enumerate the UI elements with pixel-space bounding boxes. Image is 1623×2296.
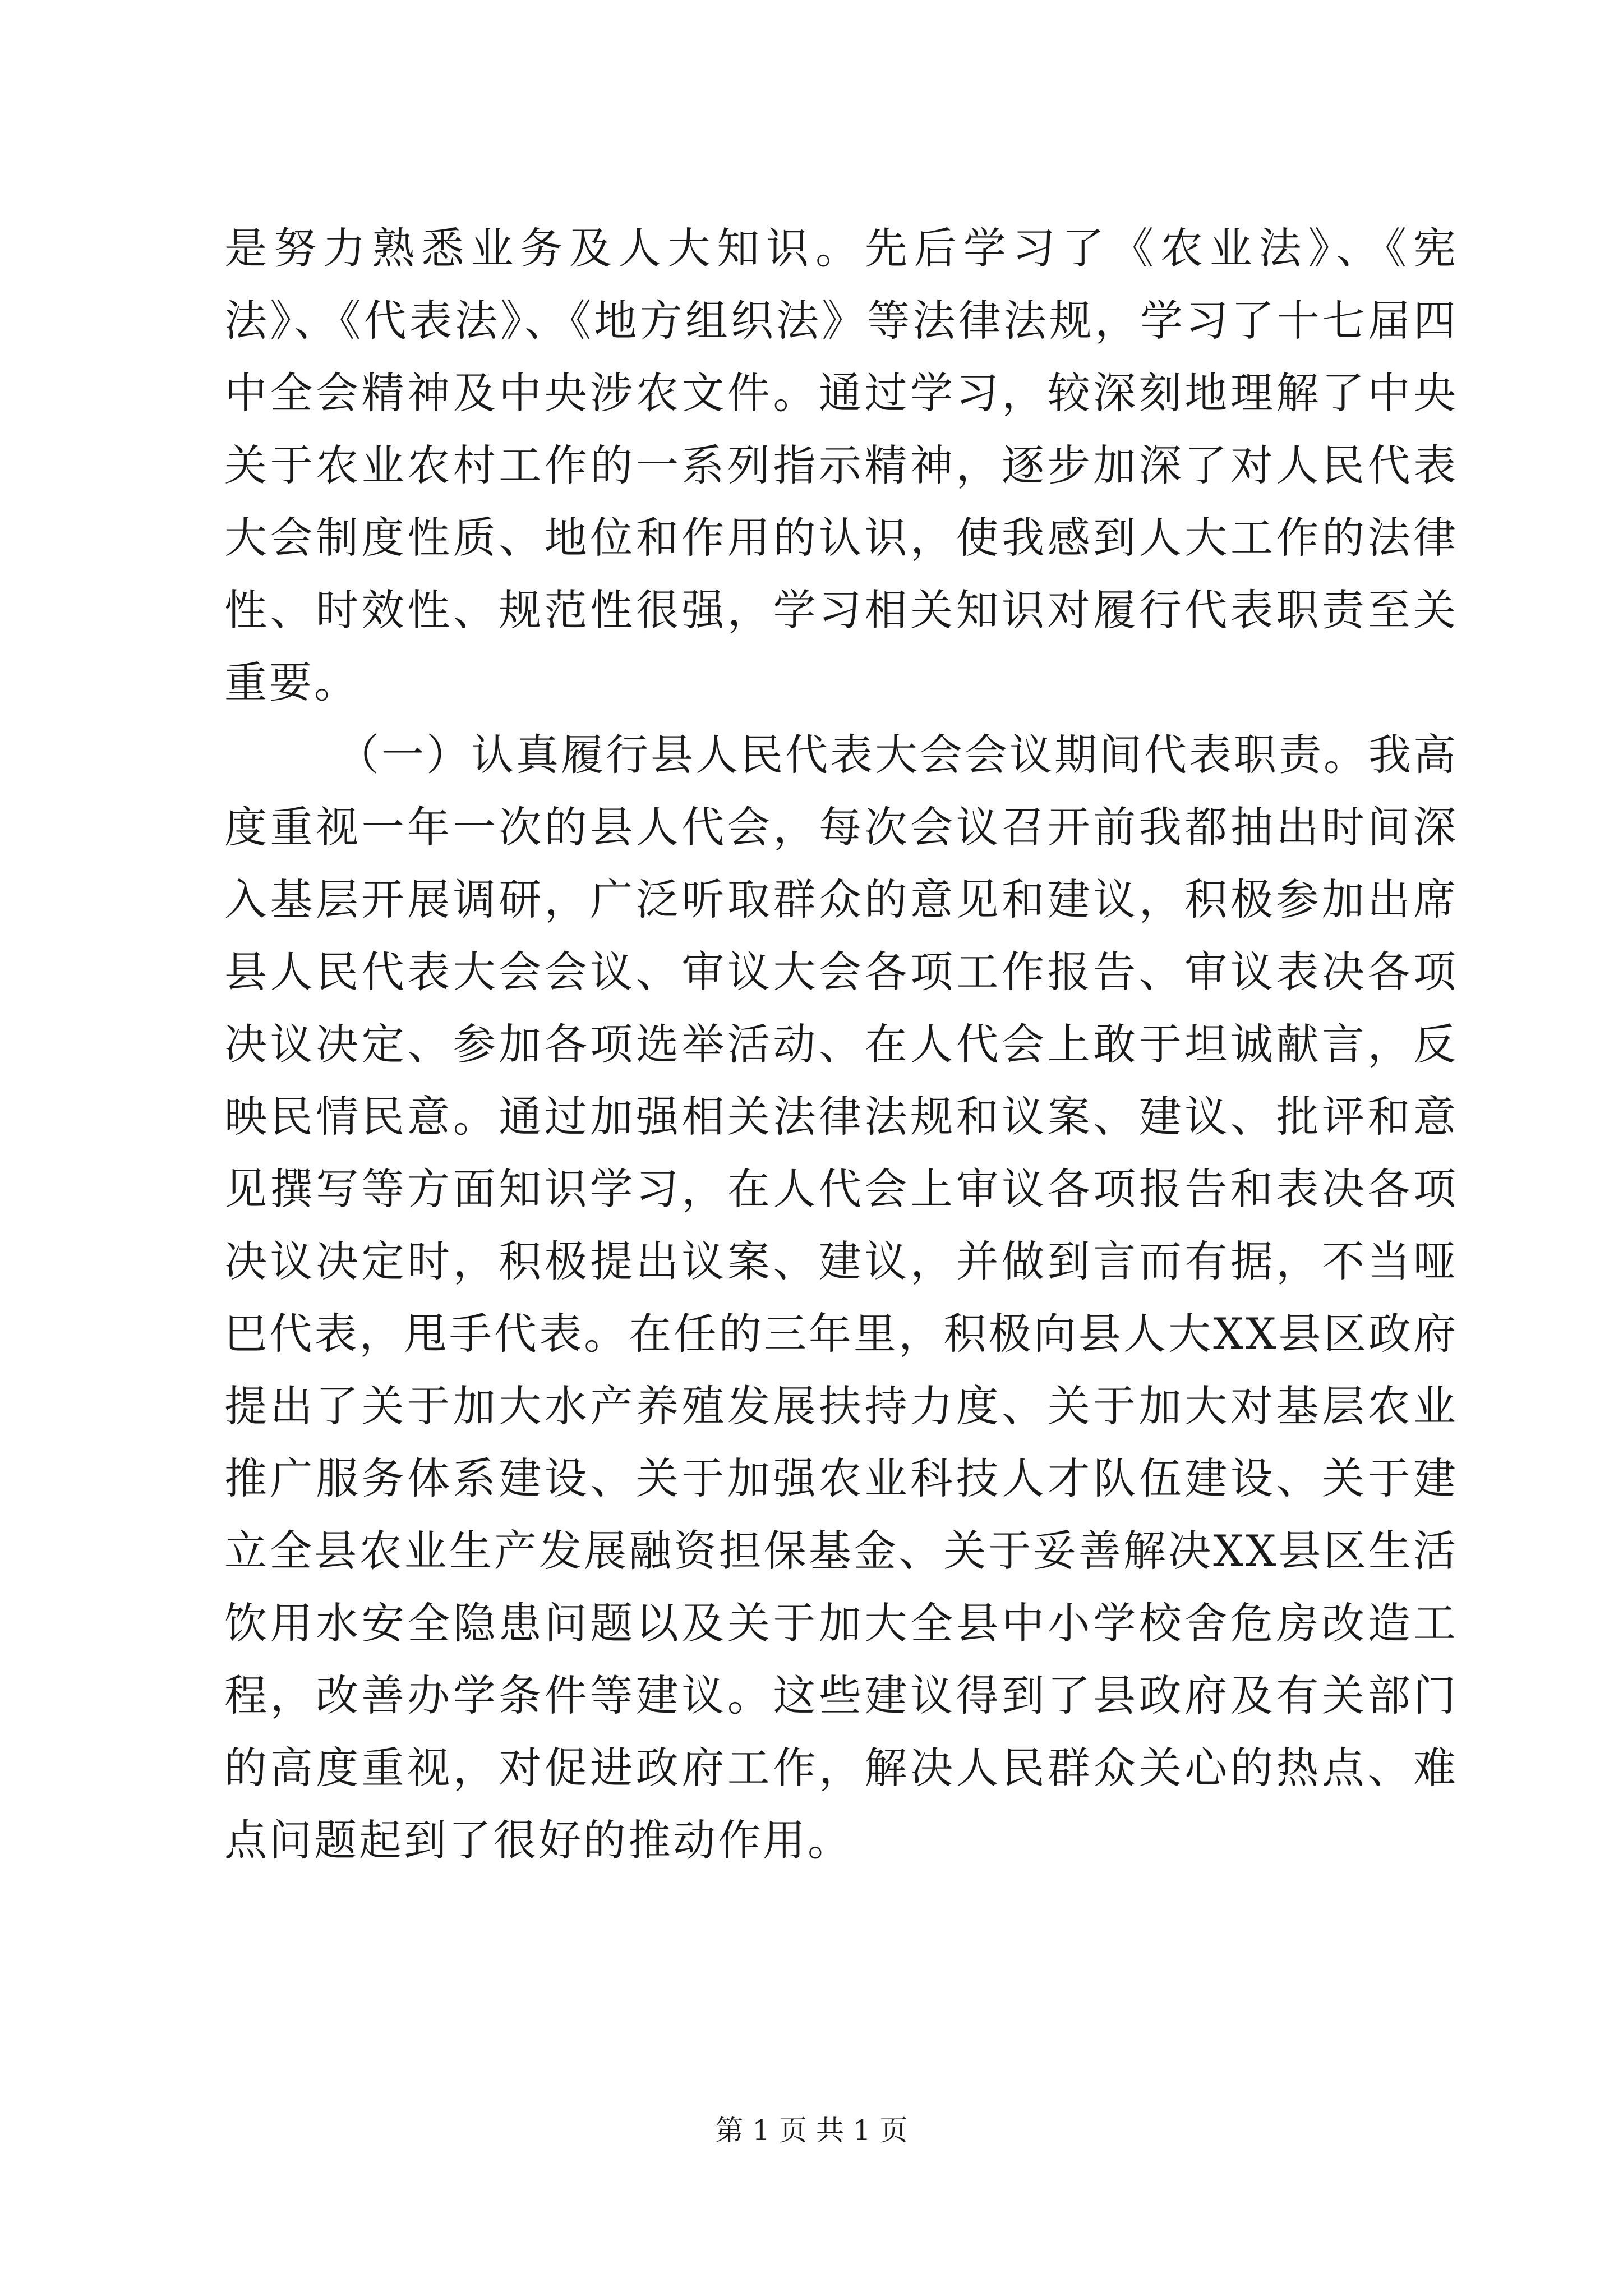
body-paragraph-2: （一）认真履行县人民代表大会会议期间代表职责。我高度重视一年一次的县人代会，每次会议召开前我都抽出时间深入基层开展调研，广泛听取群众的意见和建议，积极参加出席县人民代表大会会议、审议大会各项工作报告、审议表决各项决议决定、参加各项选举活动、在人代会上敢于坦诚献言，反映民情民意。通过加强相关法律法规和议案、建议、批评和意见撰写等方面知识学习，在人代会上审议各项报告和表决各项决议决定时，积极提出议案、建议，并做到言而有据，不当哑巴代表，甩手代表。在任的三年里，积极向县人大XX县区政府提出了关于加大水产养殖发展扶持力度、关于加大对基层农业推广服务体系建设、关于加强农业科技人才队伍建设、关于建立全县农业生产发展融资担保基金、关于妥善解决XX县区生活饮用水安全隐患问题以及关于加大全县中小学校舍危房改造工程，改善办学条件等建议。这些建议得到了县政府及有关部门的高度重视，对促进政府工作，解决人民群众关心的热点、难点问题起到了很好的推动作用。 — [224, 730, 1458, 1865]
body-paragraph-1: 是努力熟悉业务及人大知识。先后学习了《农业法》、《宪法》、《代表法》、《地方组织法》等法律法规，学习了十七届四中全会精神及中央涉农文件。通过学习，较深刻地理解了中央关于农业农村工作的一系列指示精神，逐步加深了对人民代表大会制度性质、地位和作用的认识，使我感到人大工作的法律性、时效性、规范性很强，学习相关知识对履行代表职责至关重要。 — [224, 223, 1458, 707]
document-body — [224, 212, 1458, 1876]
page-number-footer: 第 1 页 共 1 页 — [715, 2114, 908, 2147]
